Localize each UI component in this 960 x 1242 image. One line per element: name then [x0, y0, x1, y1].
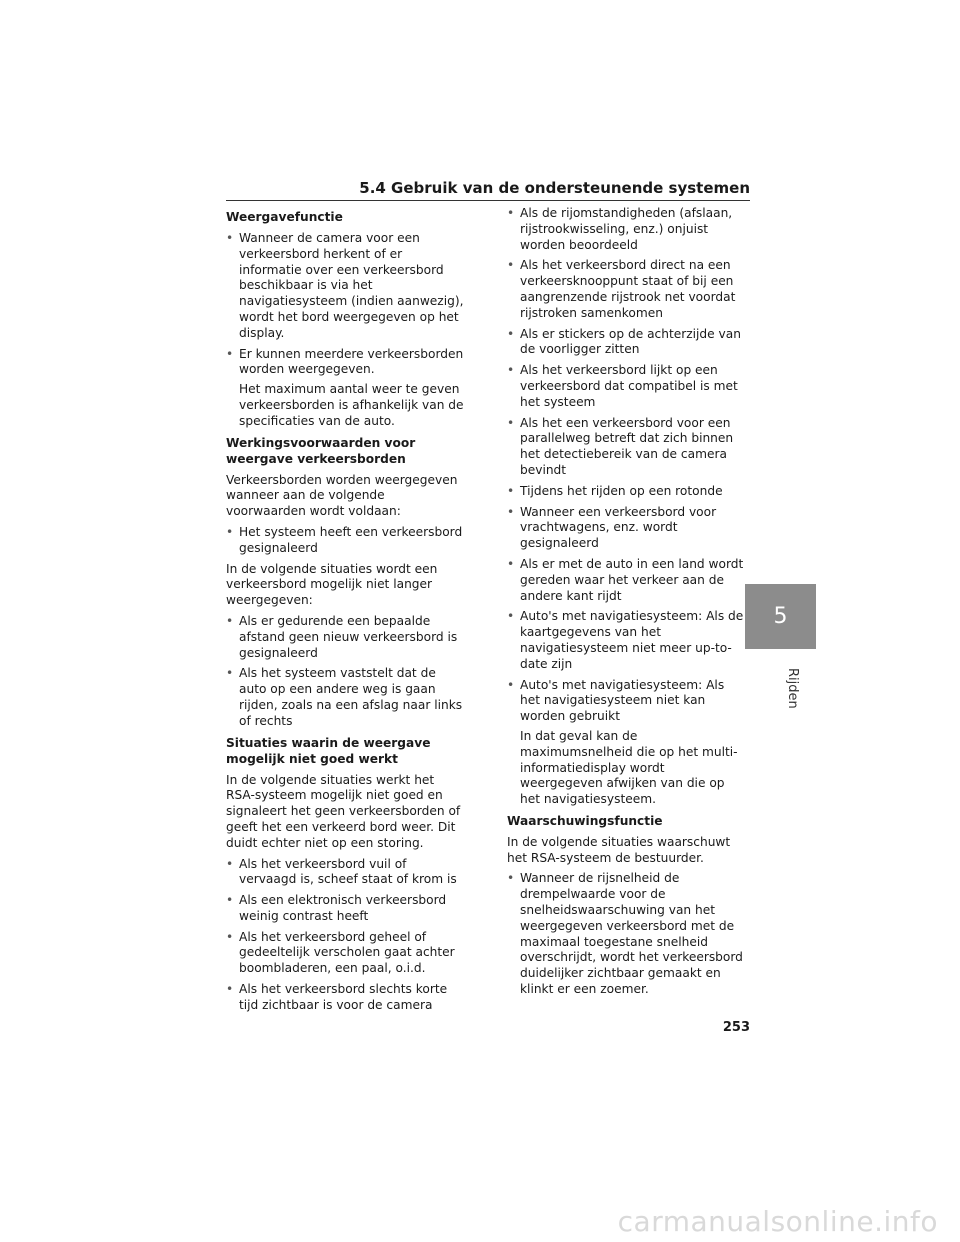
malfunction-list	[226, 857, 466, 1014]
list-item-note: Het maximum aantal weer te geven verkeersborden is afhankelijk van de specificaties van de auto.	[239, 382, 464, 428]
list-item: • Auto's met navigatiesysteem: Als de kaartgegevens van het navigatiesysteem niet meer up-to-date zijn	[507, 609, 747, 672]
chapter-label: Rijden	[785, 668, 800, 709]
list-item: • Als het verkeersbord geheel of gedeeltelijk verscholen gaat achter boombladeren, een paal, o.i.d.	[226, 930, 466, 977]
list-item: • Wanneer de rijsnelheid de drempelwaarde voor de snelheidswaarschuwing van het weergegeven verkeersbord met de maximaal toegestane snelheid overschrijdt, wordt het verkeersbord duidelijker zichtbaar gemaakt en klinkt er een zoemer.	[507, 871, 747, 997]
list-item: • Als het verkeersbord slechts korte tijd zichtbaar is voor de camera	[226, 982, 466, 1014]
list-item-note: In dat geval kan de maximumsnelheid die op het multi-informatiedisplay wordt weergegeven afwijken van die op het navigatiesysteem.	[520, 728, 738, 807]
heading-operating-conditions: Werkingsvoorwaarden voor weergave verkeersborden	[226, 435, 416, 466]
list-item: • Als er met de auto in een land wordt gereden waar het verkeer aan de andere kant rijdt	[507, 557, 747, 604]
paragraph: In de volgende situaties werkt het RSA-systeem mogelijk niet goed en signaleert het geen verkeersborden of geeft het een verkeerd bord weer. Dit duidt echter niet op een storing.	[226, 772, 461, 850]
list-item: • Als de rijomstandigheden (afslaan, rijstrookwisseling, enz.) onjuist worden beoordeeld	[507, 206, 747, 253]
warning-list	[507, 871, 747, 997]
list-item: • Als een elektronisch verkeersbord weinig contrast heeft	[226, 893, 466, 925]
heading-display-function: Weergavefunctie	[226, 210, 343, 224]
paragraph: Verkeersborden worden weergegeven wanneer aan de volgende voorwaarden wordt voldaan:	[226, 472, 458, 519]
list-item: • Als het verkeersbord direct na een verkeersknooppunt staat of bij een aangrenzende rijstrook net voordat rijstroken samenkomen	[507, 258, 747, 321]
right-column	[507, 206, 747, 1003]
conditions-list	[226, 525, 466, 557]
paragraph: In de volgende situaties waarschuwt het RSA-systeem de bestuurder.	[507, 834, 731, 865]
list-item: • Als het verkeersbord vuil of vervaagd is, scheef staat of krom is	[226, 857, 466, 889]
page-number: 253	[722, 1020, 750, 1035]
list-item: • Als het verkeersbord lijkt op een verkeersbord dat compatibel is met het systeem	[507, 363, 747, 410]
section-header: 5.4 Gebruik van de ondersteunende systemen	[226, 178, 750, 201]
list-item: • Als het een verkeersbord voor een parallelweg betreft dat zich binnen het detectiebereik van de camera bevindt	[507, 416, 747, 479]
heading-malfunction-situations: Situaties waarin de weergave mogelijk niet goed werkt	[226, 735, 431, 766]
list-item: • Het systeem heeft een verkeersbord gesignaleerd	[226, 525, 466, 557]
left-column	[226, 206, 466, 1019]
paragraph: In de volgende situaties wordt een verkeersbord mogelijk niet langer weergegeven:	[226, 561, 438, 608]
list-item: • Tijdens het rijden op een rotonde	[507, 484, 747, 500]
list-item: • Wanneer de camera voor een verkeersbord herkent of er informatie over een verkeersbord beschikbaar is via het navigatiesysteem (indien aanwezig), wordt het bord weergegeven op het display.	[226, 231, 466, 342]
list-item: • Als het systeem vaststelt dat de auto op een andere weg is gaan rijden, zoals na een afslag naar links of rechts	[226, 666, 466, 729]
display-function-list	[226, 231, 466, 430]
list-item: • Als er stickers op de achterzijde van de voorligger zitten	[507, 327, 747, 359]
list-item: • Als er gedurende een bepaalde afstand geen nieuw verkeersbord is gesignaleerd	[226, 614, 466, 661]
list-item: • Wanneer een verkeersbord voor vrachtwagens, enz. wordt gesignaleerd	[507, 505, 747, 552]
list-item: • Er kunnen meerdere verkeersborden worden weergegeven. Het maximum aantal weer te geven verkeersborden is afhankelijk van de specificaties van de auto.	[226, 347, 466, 430]
list-item: • Auto's met navigatiesysteem: Als het navigatiesysteem niet kan worden gebruikt In dat geval kan de maximumsnelheid die op het multi-informatiedisplay wordt weergegeven afwijken van die op het navigatiesysteem.	[507, 678, 747, 808]
malfunction-list-continued	[507, 206, 747, 808]
heading-warning-function: Waarschuwingsfunctie	[507, 813, 663, 828]
no-longer-displayed-list	[226, 614, 466, 730]
chapter-number-tab: 5	[745, 584, 816, 649]
watermark: carmanualsonline.info	[617, 1205, 938, 1238]
